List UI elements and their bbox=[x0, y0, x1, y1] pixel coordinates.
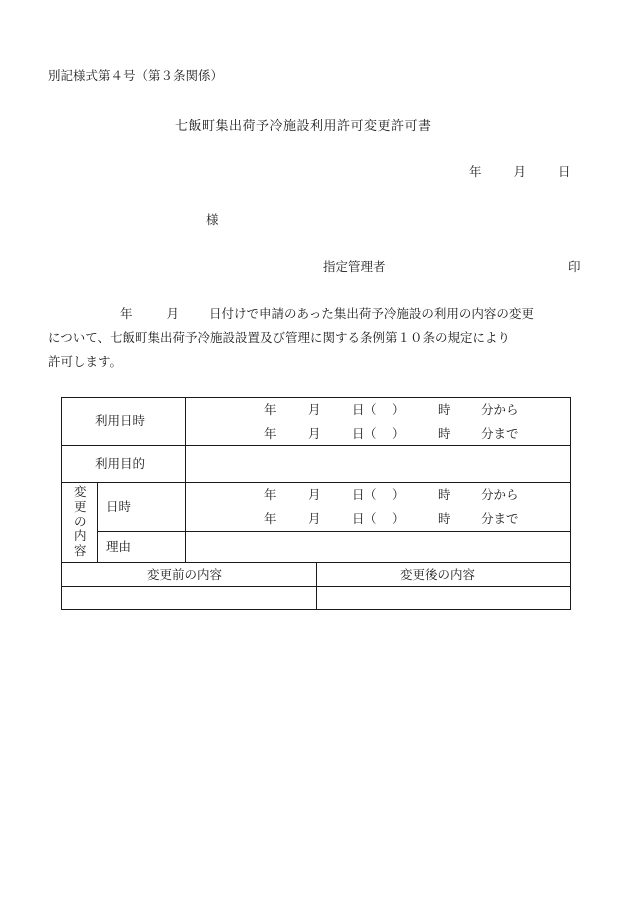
date-month: 月 bbox=[513, 164, 527, 179]
before-content-label: 変更前の内容 bbox=[147, 567, 223, 582]
change-label-char-5: 容 bbox=[74, 543, 87, 558]
change-from-paren-open: （ bbox=[364, 487, 377, 502]
usage-datetime-label: 利用日時 bbox=[95, 413, 146, 428]
change-until-hour: 時 bbox=[438, 511, 451, 526]
change-label-char-4: 内 bbox=[74, 528, 87, 543]
usage-until-paren-close: ） bbox=[392, 426, 405, 441]
body-line-1-text: 日付けで申請のあった集出荷予冷施設の利用の内容の変更 bbox=[209, 306, 534, 321]
body-line-3: 許可します。 bbox=[48, 354, 123, 369]
change-datetime-label: 日時 bbox=[106, 499, 132, 514]
usage-from-month: 月 bbox=[308, 402, 321, 417]
body-line-2: について、七飯町集出荷予冷施設設置及び管理に関する条例第１０条の規定により bbox=[48, 330, 511, 345]
usage-from-hour: 時 bbox=[438, 402, 451, 417]
change-until-day: 日 bbox=[352, 511, 365, 526]
change-until-month: 月 bbox=[308, 511, 321, 526]
usage-until-hour: 時 bbox=[438, 426, 451, 441]
change-until-suffix: 分まで bbox=[481, 511, 519, 526]
change-from-hour: 時 bbox=[438, 487, 451, 502]
change-label-char-2: 更 bbox=[74, 499, 87, 514]
change-until-paren-close: ） bbox=[392, 511, 405, 526]
form-number: 別記様式第４号（第３条関係） bbox=[48, 68, 224, 83]
change-from-day: 日 bbox=[352, 487, 365, 502]
after-content-label: 変更後の内容 bbox=[400, 567, 476, 582]
seal-mark: 印 bbox=[568, 259, 581, 274]
manager-label: 指定管理者 bbox=[323, 259, 386, 274]
usage-from-paren-close: ） bbox=[392, 402, 405, 417]
change-reason-label: 理由 bbox=[106, 539, 132, 554]
usage-until-month: 月 bbox=[308, 426, 321, 441]
date-day: 日 bbox=[558, 164, 571, 179]
usage-until-year: 年 bbox=[264, 426, 277, 441]
change-from-suffix: 分から bbox=[481, 487, 519, 502]
usage-until-day: 日 bbox=[352, 426, 365, 441]
usage-until-suffix: 分まで bbox=[481, 426, 519, 441]
usage-purpose-label: 利用目的 bbox=[95, 456, 146, 471]
usage-from-day: 日 bbox=[352, 402, 365, 417]
change-label-char-3: の bbox=[74, 514, 87, 529]
usage-from-suffix: 分から bbox=[481, 402, 519, 417]
change-from-month: 月 bbox=[308, 487, 321, 502]
date-year: 年 bbox=[469, 164, 482, 179]
change-until-year: 年 bbox=[264, 511, 277, 526]
addressee-suffix: 様 bbox=[206, 212, 219, 227]
change-label-char-1: 変 bbox=[74, 484, 87, 499]
body-year: 年 bbox=[120, 306, 133, 321]
change-until-paren-open: （ bbox=[364, 511, 377, 526]
document-title: 七飯町集出荷予冷施設利用許可変更許可書 bbox=[175, 119, 432, 134]
usage-from-paren-open: （ bbox=[364, 402, 377, 417]
usage-from-year: 年 bbox=[264, 402, 277, 417]
usage-until-paren-open: （ bbox=[364, 426, 377, 441]
body-month: 月 bbox=[166, 306, 180, 321]
change-from-paren-close: ） bbox=[392, 487, 405, 502]
change-from-year: 年 bbox=[264, 487, 277, 502]
